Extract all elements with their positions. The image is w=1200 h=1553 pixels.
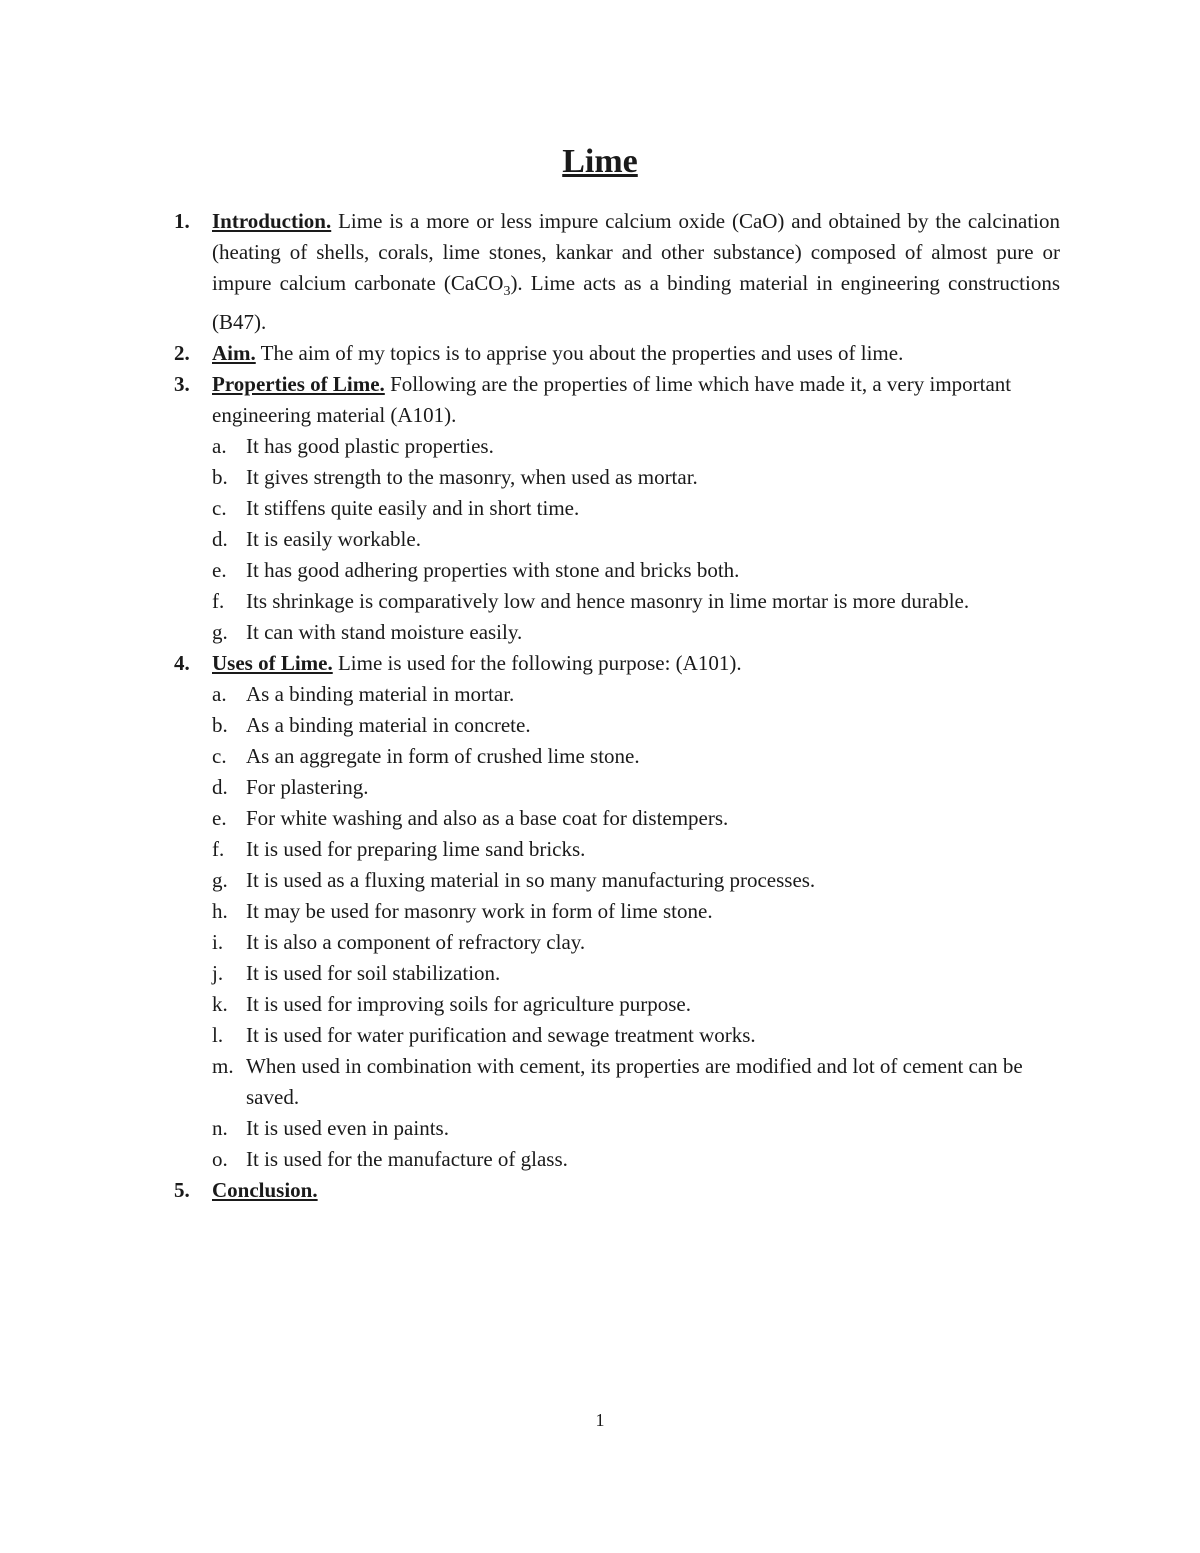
list-item (212, 1113, 1060, 1144)
section-number: 1. (174, 209, 190, 233)
list-item (212, 834, 1060, 865)
item-letter: o. (212, 1147, 228, 1172)
list-item (212, 927, 1060, 958)
list-item (212, 555, 1060, 586)
page-number: 1 (595, 1410, 605, 1430)
list-item (212, 617, 1060, 648)
item-text: As a binding material in concrete. (246, 713, 531, 738)
section-number: 3. (174, 372, 190, 397)
item-letter: c. (212, 744, 227, 769)
section-text: Following are the properties of lime which have made it, a very important engineering material (A101). (212, 372, 1012, 428)
item-letter: f. (212, 837, 225, 862)
section-number: 5. (174, 1178, 190, 1203)
item-text: For plastering. (246, 775, 369, 800)
list-item (212, 989, 1060, 1020)
section-conclusion (0, 1175, 1200, 1206)
list-item (212, 586, 1060, 617)
item-text: It is used even in paints. (246, 1116, 449, 1141)
item-text: It is used as a fluxing material in so many manufacturing processes. (246, 868, 816, 893)
section-properties (0, 369, 1200, 648)
item-text: It has good plastic properties. (246, 434, 494, 459)
section-body (212, 206, 1060, 338)
item-letter: b. (212, 465, 228, 490)
item-text: As a binding material in mortar. (246, 682, 515, 707)
item-text: It is used for water purification and sewage treatment works. (246, 1023, 756, 1048)
list-item (212, 679, 1060, 710)
list-item (212, 431, 1060, 462)
item-letter: e. (212, 806, 227, 831)
item-text: It stiffens quite easily and in short time. (246, 496, 580, 521)
list-item (212, 1020, 1060, 1051)
list-item (212, 524, 1060, 555)
item-letter: i. (212, 930, 224, 955)
item-letter: l. (212, 1023, 224, 1048)
item-letter: n. (212, 1116, 228, 1141)
section-introduction (0, 206, 1200, 338)
item-text: Its shrinkage is comparatively low and hence masonry in lime mortar is more durable. (246, 589, 970, 614)
list-item (212, 710, 1060, 741)
section-text-continued: ). Lime acts as a binding material in engineering constructions (B47). (212, 271, 1060, 335)
item-text: It gives strength to the masonry, when used as mortar. (246, 465, 698, 490)
section-aim (0, 338, 1200, 369)
section-body (212, 338, 1060, 369)
section-heading: Introduction. (212, 209, 332, 233)
list-item (212, 462, 1060, 493)
item-letter: g. (212, 620, 228, 645)
chemical-subscript: 3 (503, 284, 511, 300)
page-title: Lime (562, 143, 638, 180)
item-letter: e. (212, 558, 227, 583)
list-item (212, 865, 1060, 896)
section-body (212, 648, 1060, 679)
list-item (212, 1144, 1060, 1175)
section-heading: Aim. (212, 341, 256, 366)
item-letter: h. (212, 899, 228, 924)
item-text: It may be used for masonry work in form of lime stone. (246, 899, 713, 924)
item-text: It is easily workable. (246, 527, 421, 552)
item-text: When used in combination with cement, its properties are modified and lot of cement can be saved. (246, 1054, 1023, 1110)
section-text: Lime is a more or less impure calcium oxide (CaO) and obtained by the calcination (heating of shells, corals, lime stones, kankar and other substance) composed of almost pure or impure calcium carbonate (CaCO (212, 209, 1060, 295)
item-letter: m. (212, 1054, 234, 1079)
item-text: It is used for soil stabilization. (246, 961, 501, 986)
section-text: The aim of my topics is to apprise you about the properties and uses of lime. (255, 341, 904, 366)
section-number: 4. (174, 651, 190, 676)
list-item (212, 493, 1060, 524)
list-item (212, 741, 1060, 772)
item-text: It can with stand moisture easily. (246, 620, 523, 645)
list-item (212, 958, 1060, 989)
item-text: For white washing and also as a base coat for distempers. (246, 806, 729, 831)
section-text: Lime is used for the following purpose: (A101). (332, 651, 742, 676)
item-text: It is used for the manufacture of glass. (246, 1147, 568, 1172)
list-item (212, 1051, 1060, 1113)
list-item (212, 896, 1060, 927)
section-body (212, 1175, 1060, 1206)
list-item (212, 772, 1060, 803)
item-letter: b. (212, 713, 228, 738)
section-heading: Properties of Lime. (212, 372, 385, 397)
item-text: It is used for preparing lime sand bricks. (246, 837, 586, 862)
item-text: It has good adhering properties with stone and bricks both. (246, 558, 740, 583)
item-letter: d. (212, 527, 228, 552)
section-uses (0, 648, 1200, 1175)
item-text: As an aggregate in form of crushed lime stone. (246, 744, 640, 769)
section-body (212, 369, 1060, 431)
item-letter: g. (212, 868, 228, 893)
list-item (212, 803, 1060, 834)
uses-list (212, 679, 1060, 1175)
item-letter: f. (212, 589, 225, 614)
section-list (0, 206, 1200, 1206)
item-letter: d. (212, 775, 228, 800)
item-letter: a. (212, 682, 227, 707)
section-heading: Uses of Lime. (212, 651, 333, 676)
item-letter: k. (212, 992, 228, 1017)
item-letter: j. (212, 961, 224, 986)
section-heading: Conclusion. (212, 1178, 318, 1203)
item-letter: a. (212, 434, 227, 459)
item-text: It is also a component of refractory clay. (246, 930, 586, 955)
properties-list (212, 431, 1060, 648)
item-text: It is used for improving soils for agriculture purpose. (246, 992, 691, 1017)
item-letter: c. (212, 496, 227, 521)
section-number: 2. (174, 341, 190, 366)
